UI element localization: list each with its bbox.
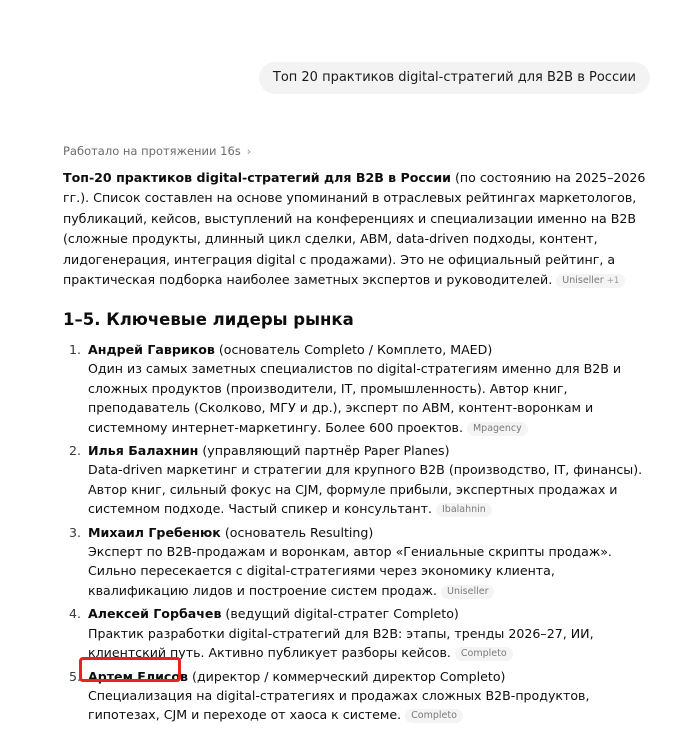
- person-name: Андрей Гавриков: [88, 342, 215, 357]
- list-number: 1.: [69, 342, 82, 357]
- source-chip-label: Uniseller: [562, 275, 604, 287]
- intro-bold: Топ-20 практиков digital-стратегий для B2B в России: [63, 170, 452, 185]
- source-chip[interactable]: Ibalahnin: [436, 503, 492, 517]
- list-item: [63, 441, 653, 519]
- thought-toggle[interactable]: [63, 144, 251, 158]
- person-description: [88, 359, 653, 437]
- list-item: [63, 604, 653, 662]
- leaders-list: [63, 340, 653, 729]
- source-chip-more: +1: [606, 276, 620, 287]
- person-description: [88, 624, 653, 663]
- list-item: [63, 523, 653, 601]
- list-number: 3.: [69, 524, 82, 540]
- description-text: Эксперт по B2B-продажам и воронкам, автор «Гениальные скрипты продаж». Сильно пересекается с digital-стратегиями через экономику клиента, квалификацию лидов и построение систем продаж.: [88, 544, 612, 598]
- source-chip[interactable]: Uniseller: [441, 585, 494, 599]
- list-number: 2.: [69, 443, 82, 459]
- person-name: Илья Балахнин: [88, 443, 199, 459]
- person-description: [88, 460, 653, 518]
- list-item: [63, 340, 653, 437]
- person-role: (ведущий digital-стратег Completo): [221, 606, 459, 622]
- list-number: 5.: [69, 668, 82, 684]
- description-text: Data-driven маркетинг и стратегии для крупного B2B (производство, IT, финансы). Автор книг, сильный фокус на CJM, формуле прибыли, экспертных продажах и системном подходе. Частый спикер и консультант.: [88, 462, 643, 517]
- thought-label: Работало на протяжении 16s: [63, 144, 241, 158]
- chevron-right-icon: ›: [246, 144, 252, 158]
- person-description: [88, 542, 653, 600]
- description-text: Специализация на digital-стратегиях и продажах сложных B2B-продуктов, гипотезах, CJM и переходе от хаоса к системе.: [88, 687, 590, 723]
- person-name: Алексей Горбачев: [88, 606, 222, 622]
- person-description: [88, 686, 653, 725]
- source-chip[interactable]: Mpagency: [467, 422, 528, 436]
- intro-paragraph: [63, 168, 653, 290]
- section-title: 1–5. Ключевые лидеры рынка: [63, 310, 354, 329]
- source-chip[interactable]: [556, 274, 625, 288]
- list-number: 4.: [69, 606, 82, 622]
- person-role: (директор / коммерческий директор Completo): [188, 668, 506, 684]
- person-role: (основатель Resulting): [220, 524, 374, 540]
- user-message-bubble: Топ 20 практиков digital-стратегий для B2B в России: [259, 62, 650, 94]
- source-chip[interactable]: Completo: [405, 709, 463, 723]
- source-chip[interactable]: Completo: [455, 647, 513, 661]
- intro-text: (по состоянию на 2025–2026 гг.). Список составлен на основе упоминаний в отраслевых рейтингах маркетологов, публикаций, кейсов, выступлений на конференциях и специализации именно на B2B (сложные продукты, длинный цикл сделки, ABM, data-driven подходы, контент, лидогенерация, интеграция digital с продажами). Это не официальный рейтинг, а практическая подборка наиболее заметных экспертов и руководителей.: [63, 170, 646, 288]
- user-message-row: [259, 62, 650, 94]
- person-role: (основатель Completo / Комплето, MAED): [214, 342, 493, 357]
- description-text: Практик разработки digital-стратегий для B2B: этапы, тренды 2026–27, ИИ, клиентский путь. Активно публикует разборы кейсов.: [88, 625, 594, 661]
- person-name: Михаил Гребенюк: [88, 524, 221, 540]
- person-role: (управляющий партнёр Paper Planes): [198, 443, 450, 459]
- list-item: [63, 667, 653, 725]
- person-name: Артем Елисов: [88, 668, 189, 684]
- answer-intro: [63, 168, 653, 290]
- description-text: Один из самых заметных специалистов по digital-стратегиям именно для B2B и сложных продуктов (производители, IT, промышленность). Автор книг, преподаватель (Сколково, МГУ и др.), эксперт по ABM, контент-воронкам и системному интернет-маркетингу. Более 600 проектов.: [88, 361, 622, 435]
